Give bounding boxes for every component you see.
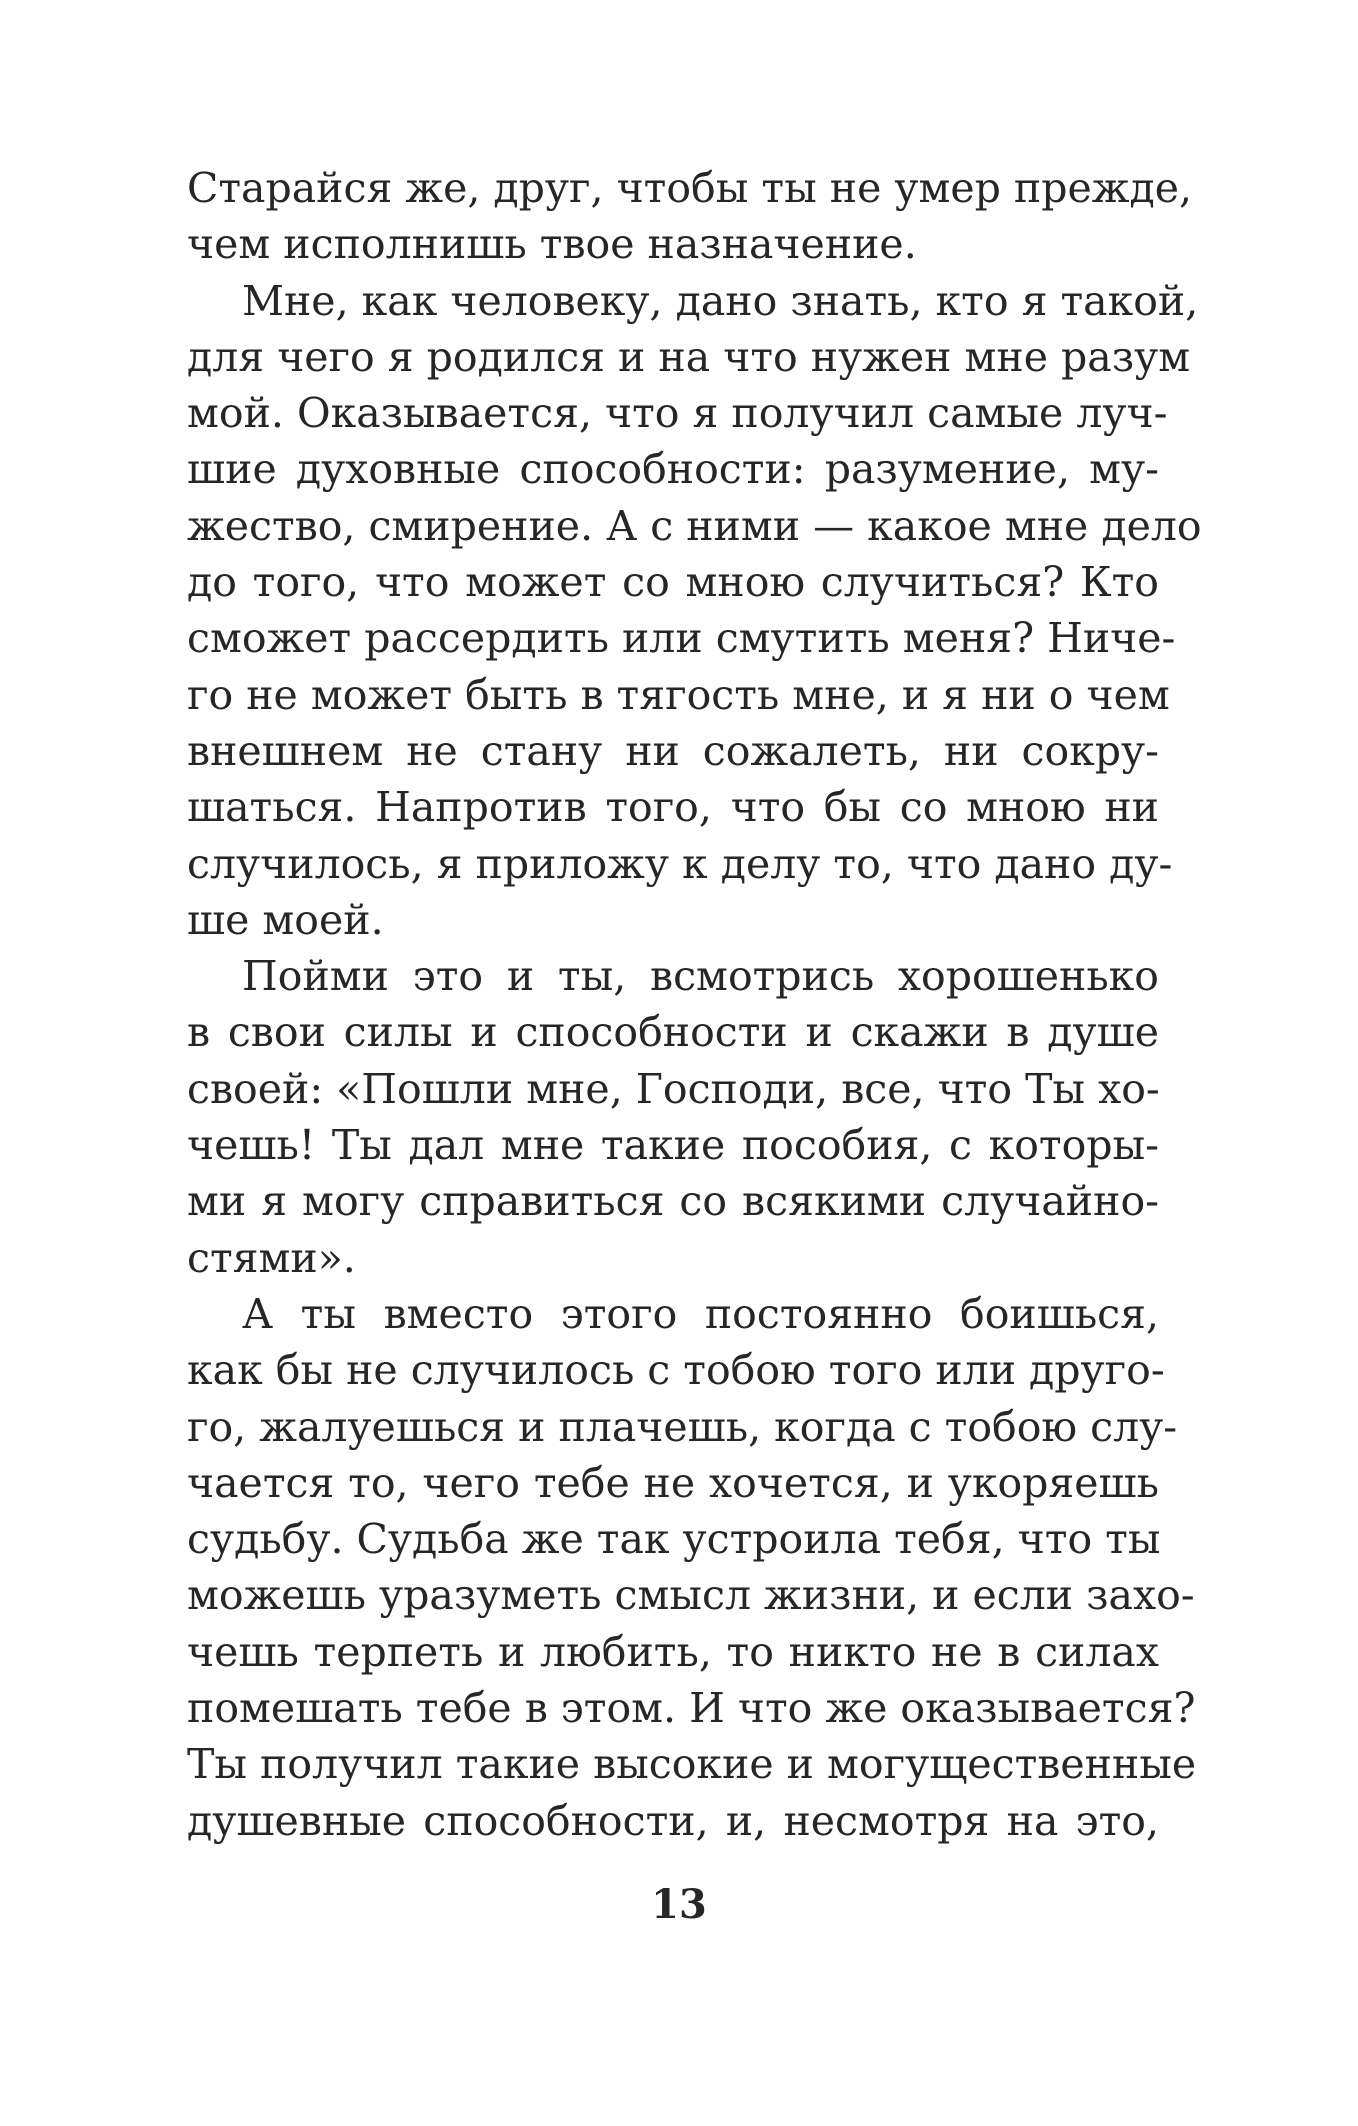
text-line: ми я могу справиться со всякими случайно- <box>187 1177 1159 1226</box>
text-line: случилось, я приложу к делу то, что дано ду- <box>187 839 1173 888</box>
paragraph <box>187 948 1159 1286</box>
text-line: Мне, как человеку, дано знать, кто я такой, <box>242 276 1199 325</box>
text-line: душевные способности, и, несмотря на это, <box>187 1796 1159 1845</box>
paragraph <box>187 1286 1197 1849</box>
text-line: в свои силы и способности и скажи в душе <box>187 1008 1159 1057</box>
paragraph <box>187 273 1202 949</box>
text-line: мой. Оказывается, что я получил самые луч- <box>187 389 1168 438</box>
text-line: помешать тебе в этом. И что же оказывается? <box>187 1684 1196 1733</box>
text-line: шаться. Напротив того, что бы со мною ни <box>187 783 1159 832</box>
text-line: чем исполнишь твое назначение. <box>187 220 917 269</box>
text-line: чешь терпеть и любить, то никто не в силах <box>187 1627 1159 1676</box>
text-line: сможет рассердить или смутить меня? Ниче- <box>187 614 1176 663</box>
text-line: го не может быть в тягость мне, и я ни о чем <box>187 670 1170 719</box>
text-line: чается то, чего тебе не хочется, и укоряешь <box>187 1458 1159 1507</box>
text-line: стями». <box>187 1233 356 1282</box>
text-line: своей: «Пошли мне, Господи, все, что Ты хо- <box>187 1064 1160 1113</box>
text-line: го, жалуешься и плачешь, когда с тобою слу- <box>187 1402 1178 1451</box>
text-line: Пойми это и ты, всмотрись хорошенько <box>242 952 1159 1001</box>
text-line: ше моей. <box>187 895 384 944</box>
text-line: жество, смирение. А с ними — какое мне дело <box>187 501 1202 550</box>
text-line: судьбу. Судьба же так устроила тебя, что ты <box>187 1515 1161 1564</box>
text-line: шие духовные способности: разумение, му- <box>187 445 1159 494</box>
text-line: Ты получил такие высокие и могущественные <box>187 1740 1197 1789</box>
text-line: можешь уразуметь смысл жизни, и если захо- <box>187 1571 1195 1620</box>
text-line: до того, что может со мною случиться? Кто <box>187 558 1159 607</box>
page-number: 13 <box>651 1881 707 1928</box>
text-line: чешь! Ты дал мне такие пособия, с которы- <box>187 1121 1159 1170</box>
text-line: для чего я родился и на что нужен мне разум <box>187 332 1191 381</box>
text-line: А ты вместо этого постоянно боишься, <box>242 1289 1159 1338</box>
text-line: внешнем не стану ни сожалеть, ни сокру- <box>187 726 1159 775</box>
body-text <box>187 160 1202 1849</box>
text-line: как бы не случилось с тобою того или друго- <box>187 1346 1165 1395</box>
text-line: Старайся же, друг, чтобы ты не умер прежде, <box>187 164 1193 212</box>
paragraph <box>187 160 1193 273</box>
